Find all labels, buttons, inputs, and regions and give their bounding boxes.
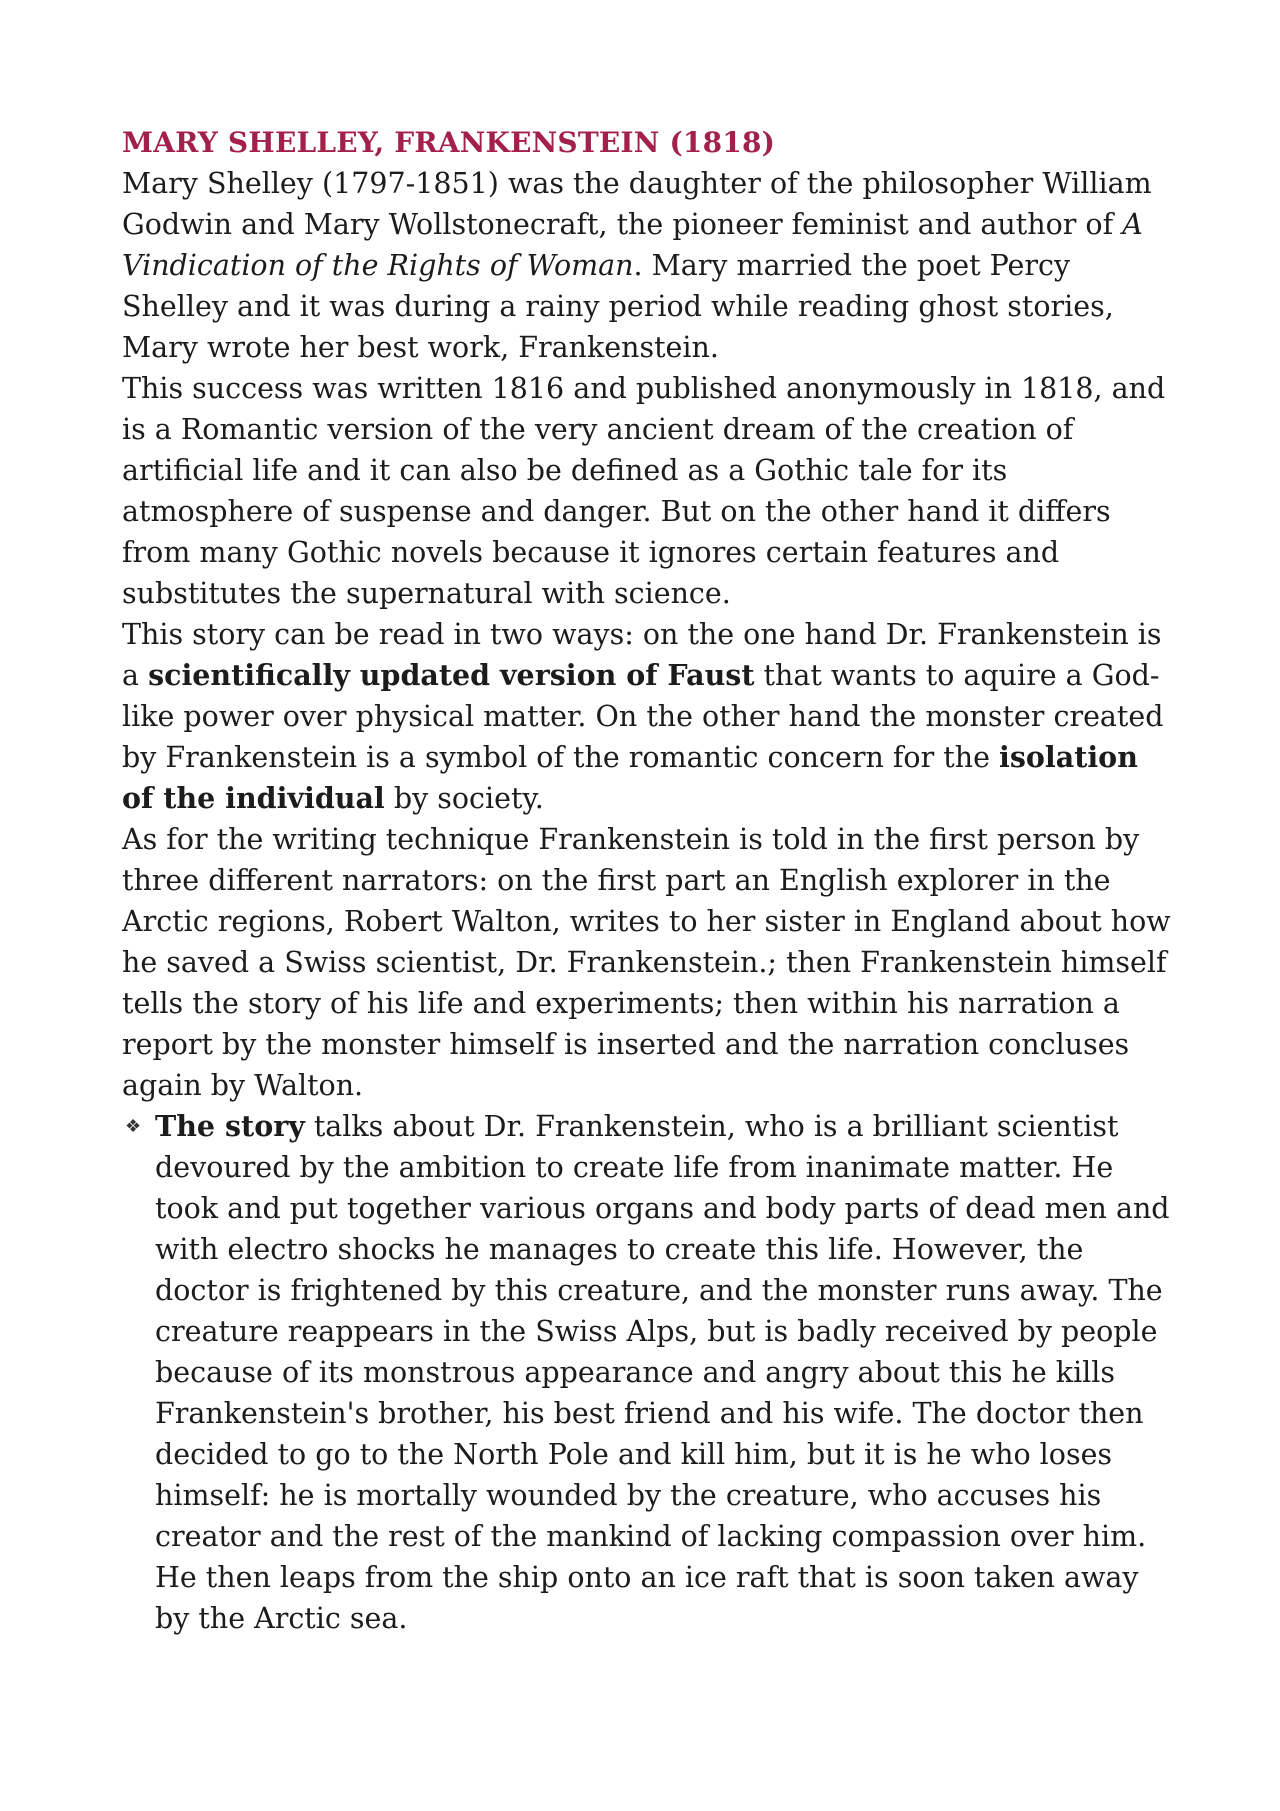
section-title: MARY SHELLEY, FRANKENSTEIN (1818) [122, 126, 776, 159]
paragraph-author-bio [122, 163, 1172, 368]
diamond-bullet-icon: ❖ [125, 1116, 142, 1137]
list-item-story [122, 1106, 1172, 1639]
interpretation-text-end: by society. [384, 782, 544, 815]
paragraph-technique: As for the writing technique Frankenstein is told in the first person by three different narrators: on the first part an English explorer in the Arctic regions, Robert Walton, writes to her sister in England about how he saved a Swiss scientist, Dr. Frankenstein.; then Frankenstein himself tells the story of his life and experiments; then within his narration a report by the monster himself is inserted and the narration concluses again by Walton. [122, 823, 1171, 1102]
faust-emphasis: scientifically updated version of Faust [148, 658, 755, 692]
paragraph-publication: This success was written 1816 and published anonymously in 1818, and is a Romantic version of the very ancient dream of the creation of artificial life and it can also be defined as a Gothic tale for its atmosphere of suspense and danger. But on the other hand it differs from many Gothic novels because it ignores certain features and substitutes the supernatural with science. [122, 372, 1166, 610]
author-bio-text: Mary Shelley (1797-1851) was the daughter of the philosopher William Godwin and Mary Wollstonecraft, the pioneer feminist and author of [122, 167, 1152, 241]
author-bio-text-end: . Mary married the poet Percy Shelley and it was during a rainy period while reading ghost stories, Mary wrote her best work, Frankenstein. [122, 249, 1114, 364]
paragraph-interpretation [122, 614, 1172, 819]
interpretation-text-mid: that wants to aquire a God-like power over physical matter. On the other hand the monster created by Frankenstein is a symbol of the romantic concern for the [122, 659, 1164, 774]
isolation-emphasis: isolation of the individual [122, 740, 1138, 815]
book-title-italic: A Vindication of the Rights of Woman [122, 208, 1143, 282]
story-text: talks about Dr. Frankenstein, who is a brilliant scientist devoured by the ambition to create life from inanimate matter. He took and put together various organs and body parts of dead men and with electro shocks he manages to create this life. However, the doctor is frightened by this creature, and the monster runs away. The creature reappears in the Swiss Alps, but is badly received by people because of its monstrous appearance and angry about this he kills Frankenstein's brother, his best friend and his wife. The doctor then decided to go to the North Pole and kill him, but it is he who loses himself: he is mortally wounded by the creature, who accuses his creator and the rest of the mankind of lacking compassion over him. He then leaps from the ship onto an ice raft that is soon taken away by the Arctic sea. [155, 1110, 1170, 1635]
bullet-list [122, 1106, 1172, 1639]
interpretation-text: This story can be read in two ways: on the one hand Dr. Frankenstein is a [122, 618, 1162, 692]
story-lead: The story [155, 1109, 305, 1143]
document-page [122, 122, 1172, 1639]
